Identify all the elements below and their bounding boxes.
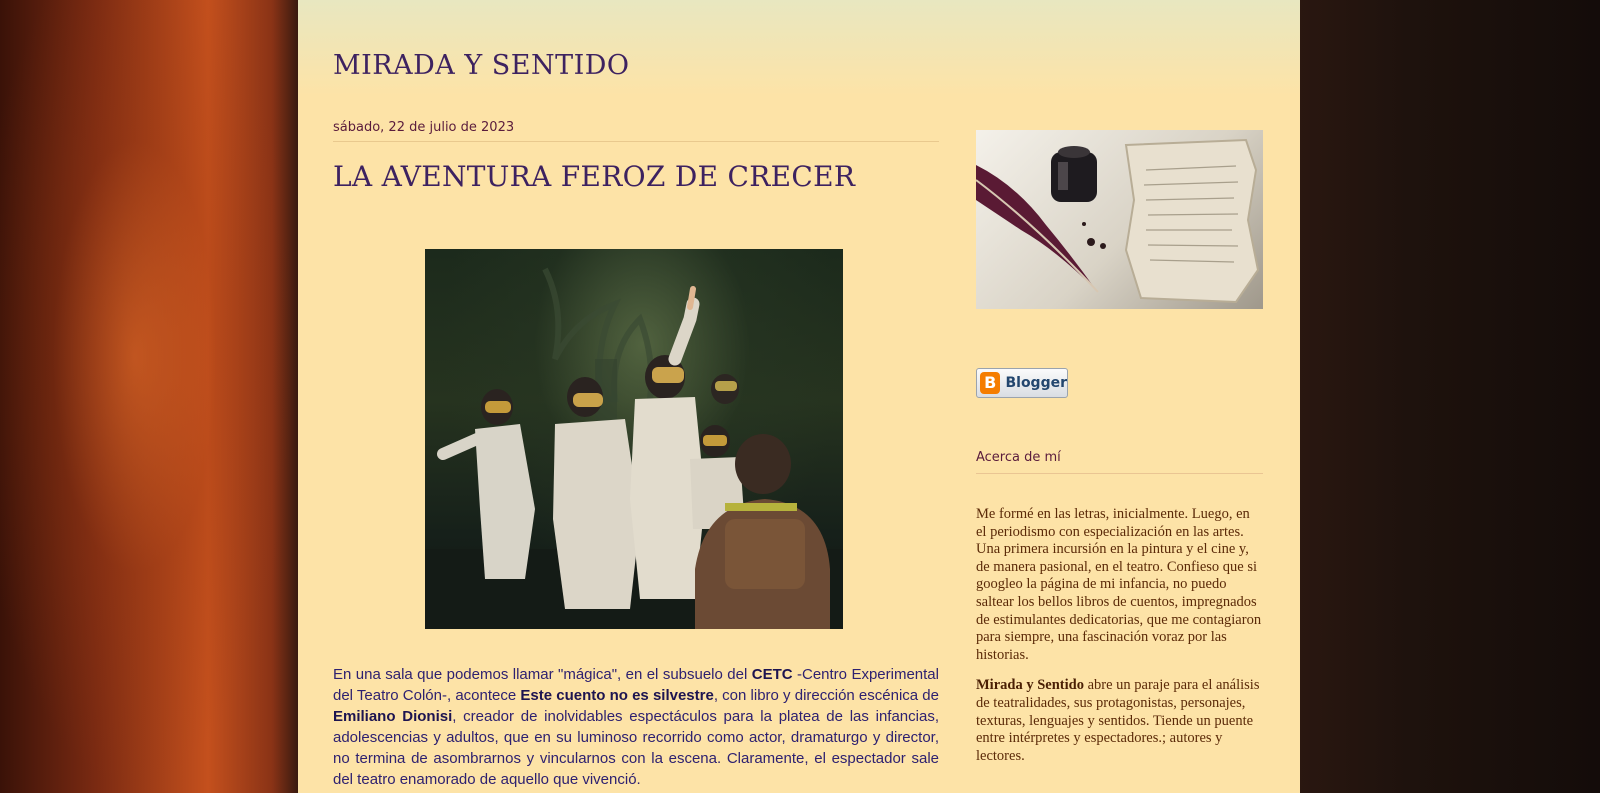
blogger-badge-label: Blogger bbox=[1005, 375, 1067, 391]
about-paragraph-2-text: abre un paraje para el análisis de teatralidades, sus protagonistas, personajes, texturas, lenguajes y sentidos. Tiende un puente entre intérpretes y espectadores.; autores y lectores. bbox=[976, 677, 1260, 764]
powered-by-blogger-button[interactable] bbox=[976, 368, 1068, 398]
post-date: sábado, 22 de julio de 2023 bbox=[333, 120, 939, 142]
post-body-bold-author: Emiliano Dionisi bbox=[333, 708, 453, 725]
theatre-scene-illustration bbox=[425, 249, 843, 629]
background-glow bbox=[0, 0, 300, 793]
post-body-text-2: -Centro Experimental del Teatro Colón-, acontece bbox=[333, 666, 939, 704]
quill-inkwell-image[interactable] bbox=[976, 130, 1263, 309]
blogger-logo-icon: B bbox=[980, 372, 1000, 394]
blog-title-link[interactable]: MIRADA Y SENTIDO bbox=[333, 50, 630, 81]
post-body-bold-title: Este cuento no es silvestre bbox=[520, 687, 714, 704]
about-blog-name: Mirada y Sentido bbox=[976, 677, 1084, 694]
main-column bbox=[333, 120, 939, 788]
quill-inkwell-illustration bbox=[976, 130, 1263, 309]
sidebar bbox=[976, 130, 1263, 764]
post-body-paragraph bbox=[333, 664, 939, 790]
blog-page bbox=[298, 0, 1300, 793]
post-title[interactable]: LA AVENTURA FEROZ DE CRECER bbox=[333, 160, 856, 193]
post-photo-theatre-scene[interactable] bbox=[425, 249, 843, 629]
post-body-text-1: En una sala que podemos llamar "mágica", en el subsuelo del bbox=[333, 666, 752, 683]
about-me-heading: Acerca de mí bbox=[976, 450, 1263, 474]
post-body-bold-cetc: CETC bbox=[751, 666, 793, 683]
post-body-text-3: , con libro y dirección escénica de bbox=[713, 687, 939, 704]
about-paragraph-2 bbox=[976, 677, 1263, 765]
about-me-text bbox=[976, 506, 1263, 778]
about-paragraph-1: Me formé en las letras, inicialmente. Luego, en el periodismo con especialización en las artes. Una primera incursión en la pintura y el cine y, de manera pasional, en el teatro. Confieso que si googleo la página de mi infancia, no puedo saltear los bellos libros de cuentos, impregnados de estimulantes dedicatorias, que me contagiaron para siempre, una fascinación voraz por las historias. bbox=[976, 506, 1262, 663]
post-body-text-4: , creador de inolvidables espectáculos para la platea de las infancias, adolescencias y adultos, que en su luminoso recorrido como actor, dramaturgo y director, no termina de asombrarnos y vincularnos con la escena. Claramente, el espectador sale del teatro enamorado de aquello que vivenció. bbox=[333, 708, 939, 788]
